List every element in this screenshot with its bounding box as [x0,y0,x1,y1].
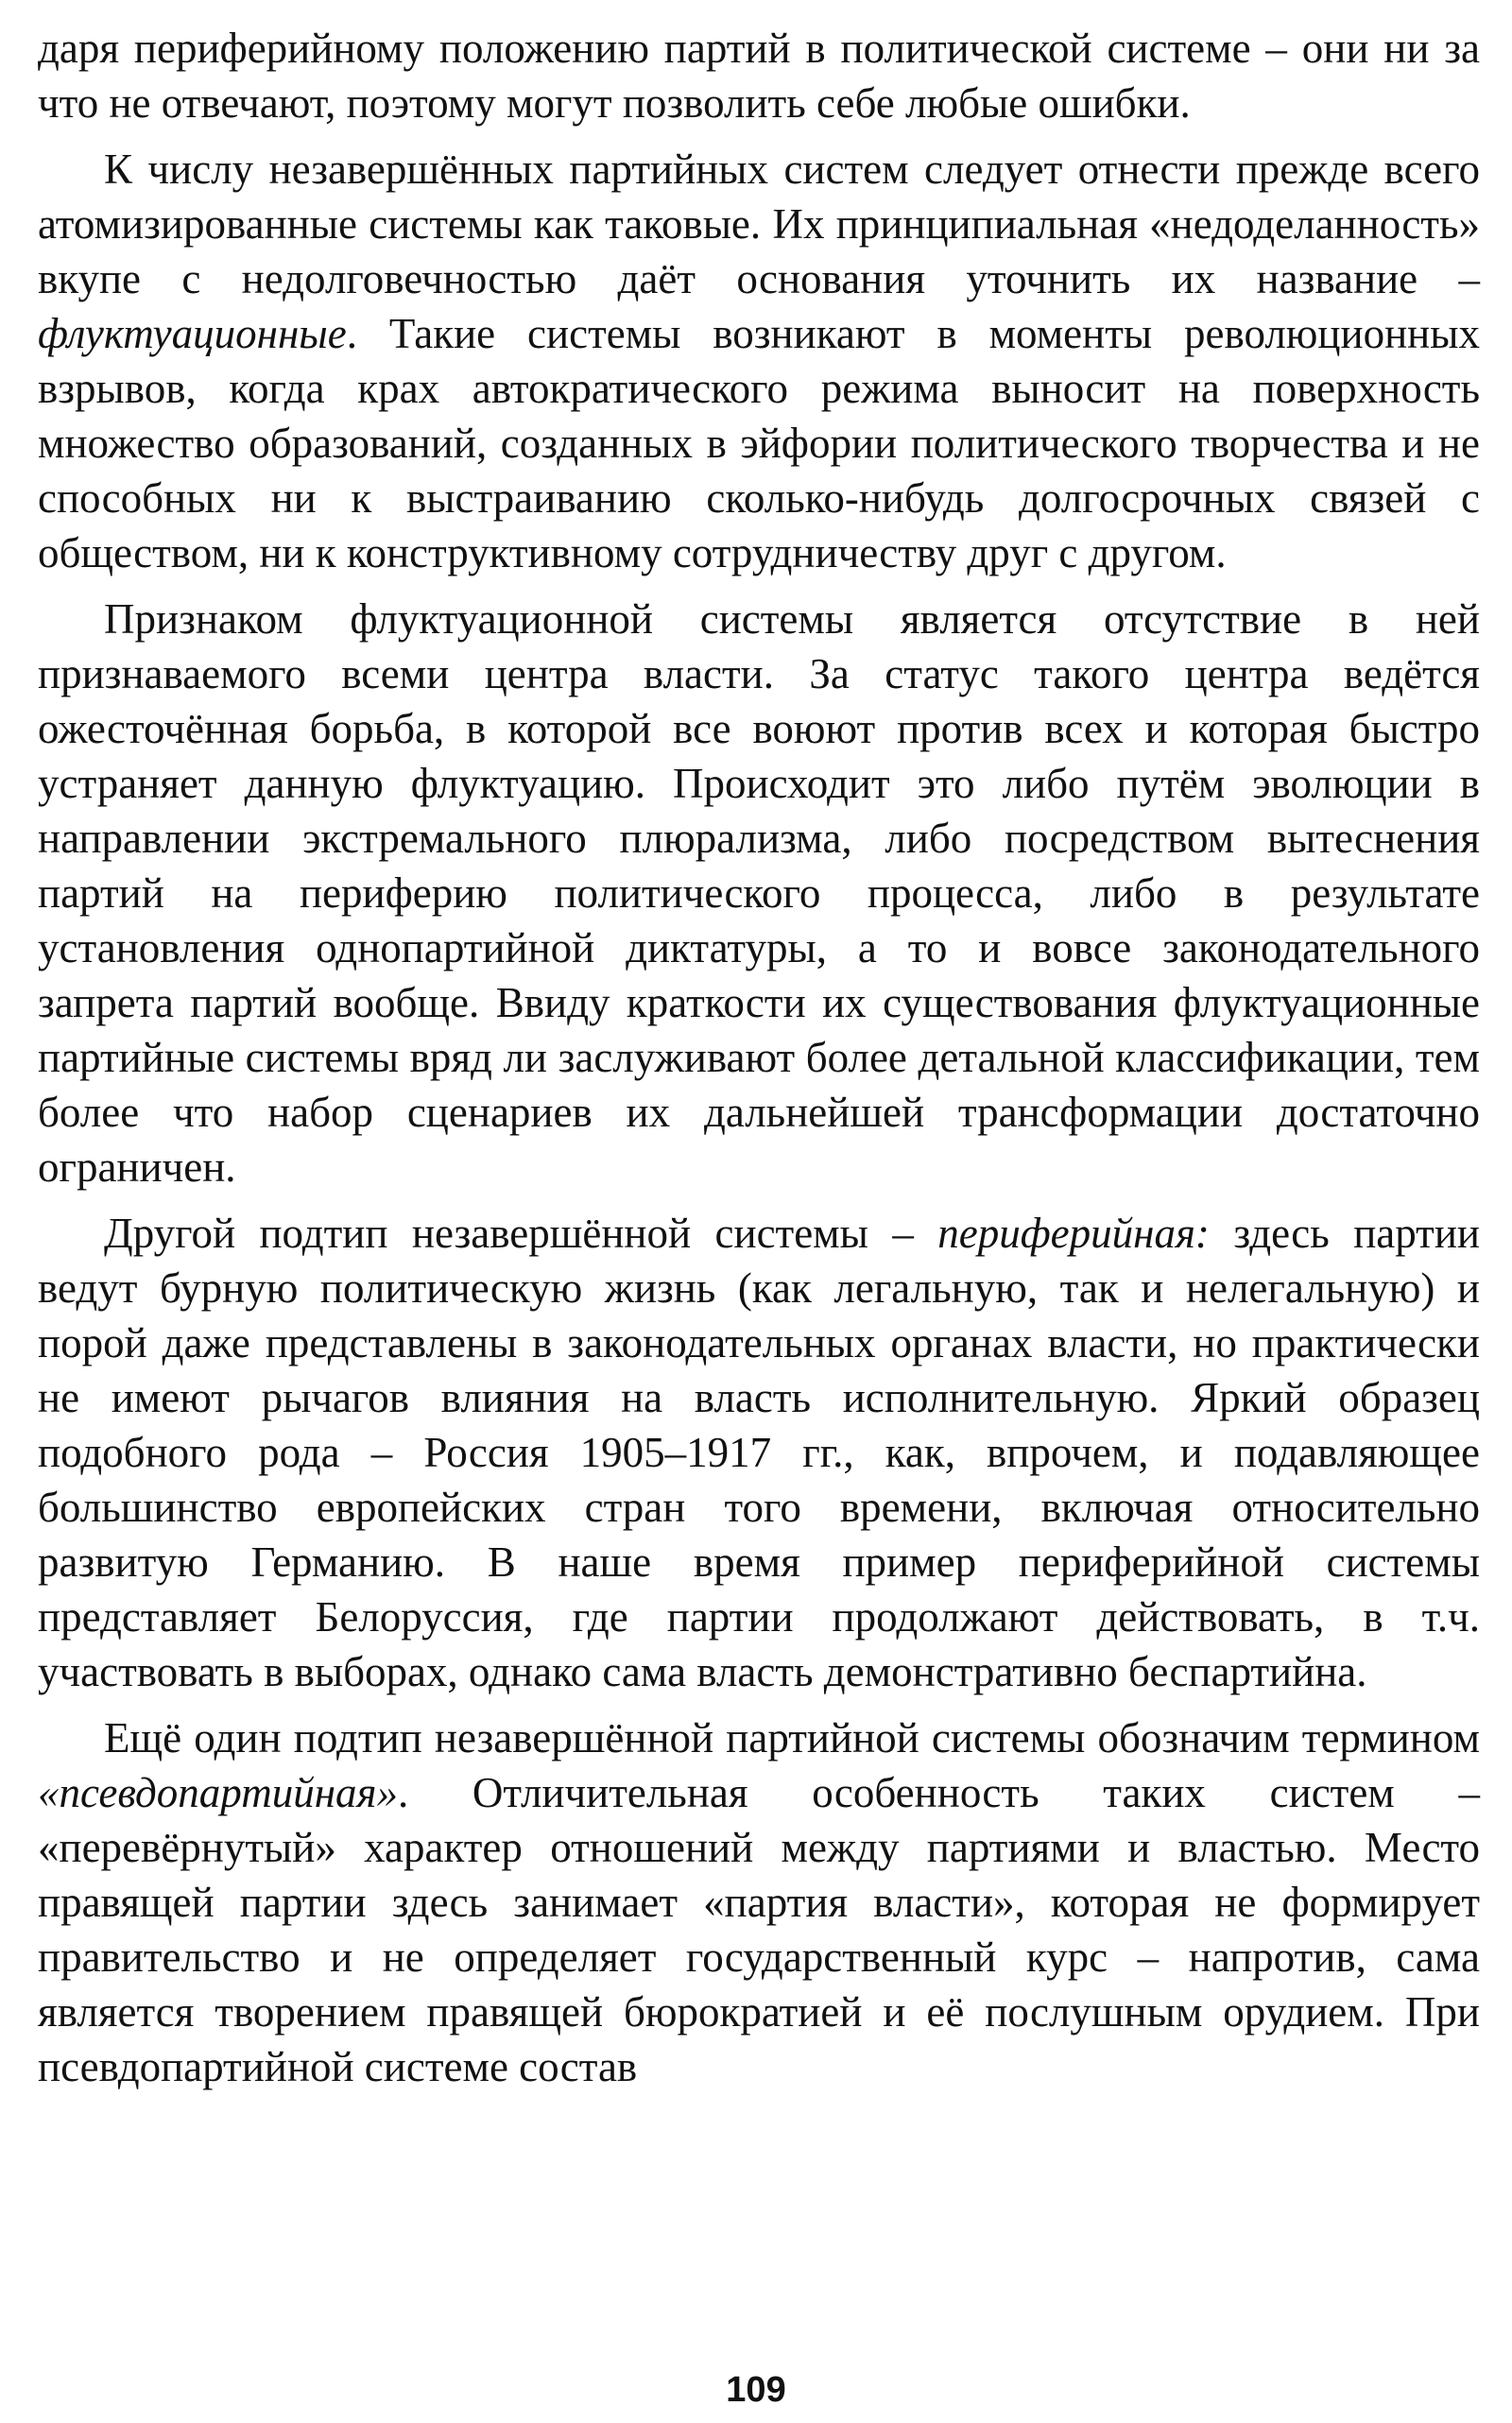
paragraph-5 [38,1710,1480,2094]
term-peripheral: периферийная: [937,1210,1210,1257]
paragraph-2-text-b: . Такие системы возникают в моменты революционных взрывов, когда крах автократического режима выносит на поверхность множество образований, созданных в эйфории политического творчества и не способных ни к выстраиванию сколько-нибудь долгосрочных связей с обществом, ни к конструктивному сотрудничеству друг с другом. [38,310,1480,576]
book-page [38,21,1480,2374]
paragraph-2 [38,142,1480,580]
term-pseudo-party: «псевдопартийная» [38,1769,398,1816]
paragraph-3-text: Признаком флуктуационной системы является отсутствие в ней признаваемого всеми центра власти. За статус такого центра ведётся ожесточённая борьба, в которой все воюют против всех и которая быстро устраняет данную флуктуацию. Происходит это либо путём эволюции в направлении экстремального плюрализма, либо посредством вытеснения партий на периферию политического процесса, либо в результате установления однопартийной диктатуры, а то и вовсе законодательного запрета партий вообще. Ввиду краткости их существования флуктуационные партийные системы вряд ли заслуживают более детальной классификации, тем более что набор сценариев их дальнейшей трансформации достаточно ограничен. [38,595,1480,1191]
paragraph-4-text-a: Другой подтип незавершённой системы – [104,1210,938,1257]
paragraph-5-text-a: Ещё один подтип незавершённой партийной системы обозначим термином [104,1714,1480,1761]
paragraph-3 [38,592,1480,1194]
paragraph-2-text-a: К числу незавершённых партийных систем следует отнести прежде всего атомизированные системы как таковые. Их принципиальная «недоделанность» вкупе с недолговечностью даёт основания уточнить их название – [38,146,1480,302]
term-fluctuational: флуктуационные [38,310,347,357]
paragraph-5-text-b: . Отличительная особенность таких систем – «перевёрнутый» характер отношений между партиями и властью. Место правящей партии здесь занимает «партия власти», которая не формирует правительство и не определяет государственный курс – напротив, сама является творением правящей бюрократией и её послушным орудием. При псевдопартийной системе состав [38,1769,1480,2090]
page-number: 109 [726,2370,786,2410]
paragraph-4-text-b: здесь партии ведут бурную политическую жизнь (как легальную, так и нелегальную) и порой даже представлены в законодательных органах власти, но практически не имеют рычагов влияния на власть исполнительную. Яркий образец подобного рода – Россия 1905–1917 гг., как, впрочем, и подавляющее большинство европейских стран того времени, включая относительно развитую Германию. В наше время пример периферийной системы представляет Белоруссия, где партии продолжают действовать, в т.ч. участвовать в выборах, однако сама власть демонстративно беспартийна. [38,1210,1480,1695]
paragraph-1-text: даря периферийному положению партий в политической системе – они ни за что не отвечают, поэтому могут позволить себе любые ошибки. [38,25,1480,127]
paragraph-1 [38,21,1480,130]
paragraph-4 [38,1206,1480,1699]
